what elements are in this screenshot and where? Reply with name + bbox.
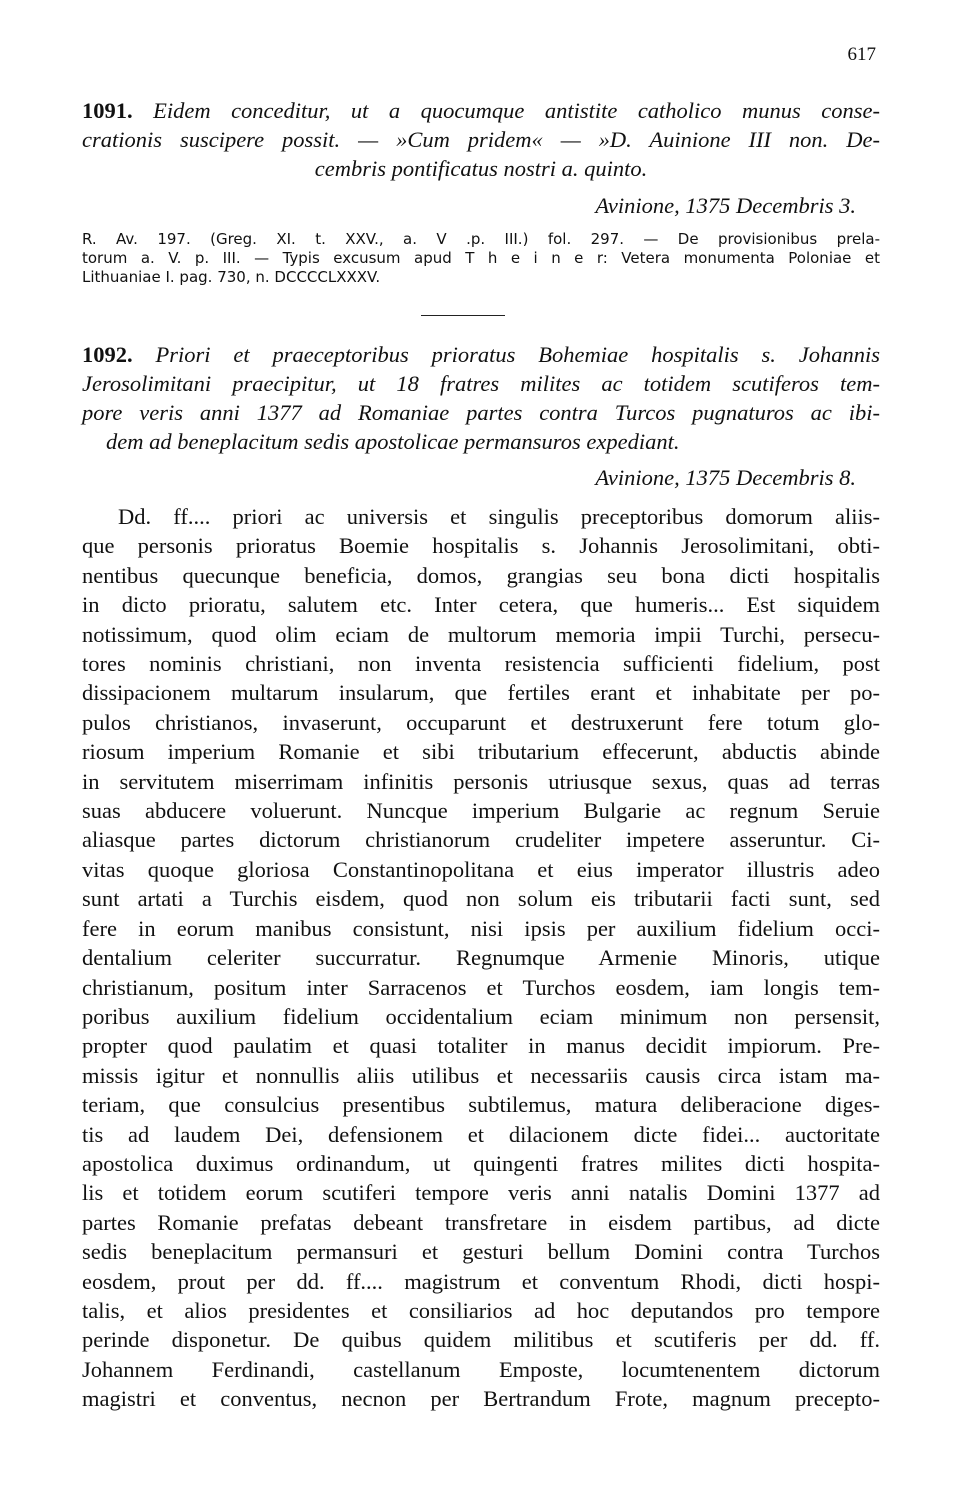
body-line: fere in eorum manibus consistunt, nisi ipsis per auxilium fidelium occi- xyxy=(82,915,880,941)
letter-body xyxy=(82,502,880,1414)
body-line: apostolica duximus ordinandum, ut quingenti fratres milites dicti hospita- xyxy=(82,1150,880,1176)
body-line: in dicto prioratu, salutem etc. Inter cetera, que humeris... Est siquidem xyxy=(82,592,880,618)
source-line: Lithuaniae I. pag. 730, n. DCCCCLXXXV. xyxy=(82,268,381,286)
summary-line: pore veris anni 1377 ad Romaniae partes contra Turcos pugnaturos ac ibi- xyxy=(82,400,880,425)
body-line: poribus auxilium fidelium occidentalium eciam minimum non persensit, xyxy=(82,1003,880,1029)
body-line: aliasque partes dictorum christianorum crudeliter impetere asseruntur. Ci- xyxy=(82,827,880,853)
body-line: christianum, positum inter Sarracenos et Turchos eosdem, iam longis tem- xyxy=(82,974,880,1000)
body-line: nentibus quecunque beneficia, domos, grangias seu bona dicti hospitalis xyxy=(82,562,880,588)
body-line: Dd. ff.... priori ac universis et singulis preceptoribus domorum aliis- xyxy=(118,504,880,529)
summary-line: dem ad beneplacitum sedis apostolicae permansuros expediant. xyxy=(106,429,680,454)
summary-line: cembris pontificatus nostri a. quinto. xyxy=(314,156,648,181)
body-line: que personis prioratus Boemie hospitalis s. Johannis Jerosolimitani, obti- xyxy=(82,533,880,559)
body-line: missis igitur et nonnullis aliis utilibus et necessariis causis circa istam ma- xyxy=(82,1062,880,1088)
summary-line: Priori et praeceptoribus prioratus Bohemiae hospitalis s. Johannis xyxy=(155,342,881,367)
body-line: dentalium celeriter succurratur. Regnumque Armenie Minoris, utique xyxy=(82,945,880,971)
summary-line: Jerosolimitani praecipitur, ut 18 fratres milites ac totidem scutiferos tem- xyxy=(82,371,880,396)
body-line: partes Romanie prefatas debeant transfretare in eisdem partibus, ad dicte xyxy=(82,1209,880,1235)
body-line: lis et totidem eorum scutiferi tempore veris anni natalis Domini 1377 ad xyxy=(82,1180,880,1206)
source-line: torum a. V. p. III. — Typis excusum apud T h e i n e r: Vetera monumenta Poloniae et xyxy=(82,249,880,267)
body-line: talis, et alios presidentes et consiliarios ad hoc deputandos pro tempore xyxy=(82,1297,880,1323)
body-line: dissipacionem multarum insularum, que fertiles erant et inhabitate per po- xyxy=(82,680,880,706)
page-number: 617 xyxy=(847,44,876,65)
body-line: perinde disponetur. De quibus quidem militibus et scutiferis per dd. ff. xyxy=(82,1327,880,1353)
body-line: sedis beneplacitum permansuri et gesturi bellum Domini contra Turchos xyxy=(82,1239,880,1265)
body-line: suas abducere voluerunt. Nuncque imperium Bulgarie ac regnum Seruie xyxy=(82,798,880,824)
summary-line: crationis suscipere possit. — »Cum pridem« — »D. Auinione III non. De- xyxy=(82,127,880,152)
body-line: tores nominis christiani, non inventa resistencia sufficienti fidelium, post xyxy=(82,651,880,677)
body-line: vitas quoque gloriosa Constantinopolitana et eius imperator illustris adeo xyxy=(82,856,880,882)
place-date: Avinione, 1375 Decembris 8. xyxy=(595,465,856,490)
entry-1091 xyxy=(82,96,880,287)
entry-1092 xyxy=(82,340,880,1414)
body-line: pulos christianos, invaserunt, occuparunt et destruxerunt fere totum glo- xyxy=(82,709,880,735)
source-line: R. Av. 197. (Greg. XI. t. XXV., a. V .p. III.) fol. 297. — De provisionibus prela- xyxy=(82,230,880,248)
body-line: magistri et conventus, necnon per Bertrandum Frote, magnum precepto- xyxy=(82,1386,880,1412)
body-line: eosdem, prout per dd. ff.... magistrum et conventum Rhodi, dicti hospi- xyxy=(82,1268,880,1294)
place-date: Avinione, 1375 Decembris 3. xyxy=(595,193,856,218)
body-line: tis ad laudem Dei, defensionem et dilacionem dicte fidei... auctoritate xyxy=(82,1121,880,1147)
entry-summary xyxy=(82,96,880,183)
body-line: Johannem Ferdinandi, castellanum Emposte, locumtenentem dictorum xyxy=(82,1356,880,1382)
body-line: teriam, que consulcius presentibus subtilemus, matura deliberacione diges- xyxy=(82,1092,880,1118)
entry-number: 1092. xyxy=(82,342,133,367)
entry-number: 1091. xyxy=(82,98,133,123)
body-line: riosum imperium Romanie et sibi tributarium effecerunt, abductis abinde xyxy=(82,739,880,765)
source-citation xyxy=(82,230,880,287)
body-line: notissimum, quod olim eciam de multorum memoria impii Turchi, persecu- xyxy=(82,621,880,647)
summary-line: Eidem conceditur, ut a quocumque antistite catholico munus conse- xyxy=(153,98,880,123)
section-divider xyxy=(421,315,505,316)
body-line: sunt artati a Turchis eisdem, quod non solum eis tributarii facti sunt, sed xyxy=(82,886,880,912)
entry-summary xyxy=(82,340,880,456)
body-line: propter quod paulatim et quasi totaliter in manus decidit impiorum. Pre- xyxy=(82,1033,880,1059)
body-line: in servitutem miserrimam infinitis personis utriusque sexus, quas ad terras xyxy=(82,768,880,794)
